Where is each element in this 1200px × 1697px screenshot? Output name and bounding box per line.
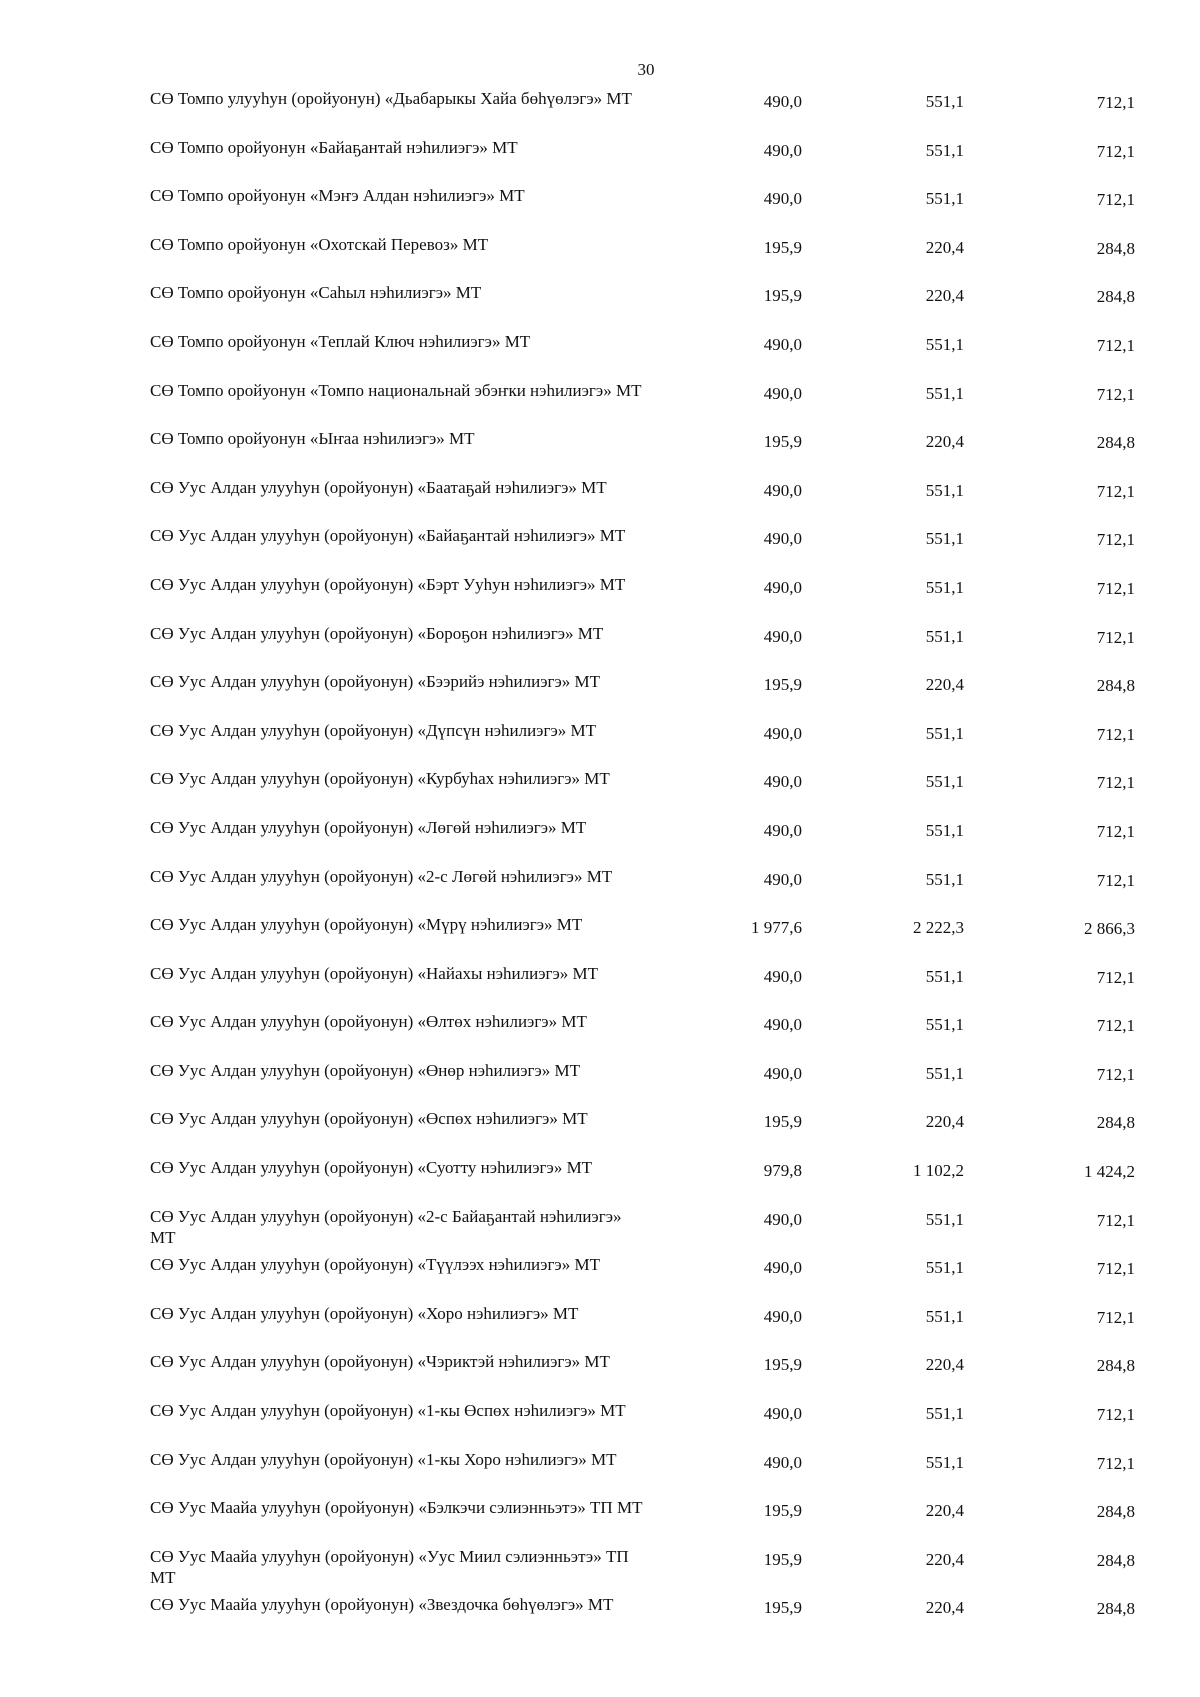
row-value-3: 712,1: [1096, 967, 1135, 987]
table-row: [0, 1594, 1200, 1643]
budget-table: [0, 88, 1200, 1643]
row-name: СӨ Томпо оройуонун «Охотскай Перевоз» МТ: [150, 234, 489, 254]
row-value-2: 551,1: [925, 480, 964, 500]
table-row: [0, 623, 1200, 672]
row-name: СӨ Уус Алдан улууһун (оройуонун) «Бороҕон нэһилиэгэ» МТ: [150, 623, 604, 643]
table-row: [0, 331, 1200, 380]
row-value-3: 284,8: [1096, 1599, 1135, 1619]
row-value-2: 220,4: [925, 1598, 964, 1618]
row-value-3: 712,1: [1096, 1064, 1135, 1084]
row-value-3: 712,1: [1096, 1259, 1135, 1279]
row-value-1: 490,0: [763, 334, 802, 354]
row-value-3: 712,1: [1096, 870, 1135, 890]
table-row: [0, 1497, 1200, 1546]
table-row: [0, 282, 1200, 331]
row-value-1: 195,9: [763, 237, 802, 257]
row-value-3: 284,8: [1096, 1550, 1135, 1570]
row-value-1: 195,9: [763, 286, 802, 306]
row-value-3: 1 424,2: [1084, 1162, 1135, 1182]
row-value-3: 284,8: [1096, 1113, 1135, 1133]
row-value-3: 712,1: [1096, 1307, 1135, 1327]
table-row: [0, 428, 1200, 477]
table-row: [0, 914, 1200, 963]
row-value-2: 220,4: [925, 1112, 964, 1132]
row-name: СӨ Уус Алдан улууһун (оройуонун) «Байаҕантай нэһилиэгэ» МТ: [150, 526, 626, 546]
row-value-1: 1 977,6: [751, 918, 802, 938]
row-value-1: 490,0: [763, 529, 802, 549]
row-value-2: 220,4: [925, 675, 964, 695]
row-value-2: 220,4: [925, 286, 964, 306]
row-name: СӨ Уус Алдан улууһун (оройуонун) «Бэрт Ууһун нэһилиэгэ» МТ: [150, 574, 626, 594]
row-name: СӨ Томпо оройуонун «Саһыл нэһилиэгэ» МТ: [150, 283, 482, 303]
row-value-2: 551,1: [925, 1452, 964, 1472]
table-row: [0, 525, 1200, 574]
row-name: СӨ Уус Алдан улууһун (оройуонун) «Лөгөй нэһилиэгэ» МТ: [150, 817, 587, 837]
row-value-2: 2 222,3: [913, 918, 964, 938]
table-row: [0, 866, 1200, 915]
row-value-1: 195,9: [763, 1355, 802, 1375]
row-name: СӨ Уус Алдан улууһун (оройуонун) «Найахы нэһилиэгэ» МТ: [150, 963, 599, 983]
row-value-2: 551,1: [925, 1209, 964, 1229]
page-number: 30: [637, 60, 655, 79]
row-value-3: 284,8: [1096, 238, 1135, 258]
table-row: [0, 380, 1200, 429]
row-value-3: 712,1: [1096, 1405, 1135, 1425]
row-value-1: 490,0: [763, 92, 802, 111]
row-value-3: 712,1: [1096, 141, 1135, 161]
row-value-1: 490,0: [763, 869, 802, 889]
row-value-3: 712,1: [1096, 530, 1135, 550]
row-value-2: 551,1: [925, 92, 964, 111]
row-value-3: 712,1: [1096, 773, 1135, 793]
row-value-1: 490,0: [763, 626, 802, 646]
table-row: [0, 1206, 1200, 1255]
row-name: СӨ Уус Алдан улууһун (оройуонун) «Хоро нэһилиэгэ» МТ: [150, 1303, 579, 1323]
row-name: СӨ Уус Алдан улууһун (оройуонун) «Дүпсүн нэһилиэгэ» МТ: [150, 720, 597, 740]
table-row: [0, 88, 1200, 137]
row-name: СӨ Томпо оройуонун «Ыҥаа нэһилиэгэ» МТ: [150, 429, 475, 449]
row-name: СӨ Уус Алдан улууһун (оройуонун) «Мүрү нэһилиэгэ» МТ: [150, 915, 583, 935]
row-name: СӨ Уус Алдан улууһун (оройуонун) «Өнөр нэһилиэгэ» МТ: [150, 1060, 581, 1080]
row-value-2: 551,1: [925, 723, 964, 743]
row-value-3: 712,1: [1096, 1210, 1135, 1230]
row-value-3: 284,8: [1096, 287, 1135, 307]
row-value-3: 712,1: [1096, 578, 1135, 598]
row-name: СӨ Уус Маайа улууһун (оройуонун) «Звездочка бөһүөлэгэ» МТ: [150, 1595, 614, 1615]
row-value-1: 490,0: [763, 480, 802, 500]
row-value-3: 2 866,3: [1084, 919, 1135, 939]
row-name: СӨ Уус Алдан улууһун (оройуонун) «Өлтөх нэһилиэгэ» МТ: [150, 1012, 587, 1032]
row-value-2: 220,4: [925, 432, 964, 452]
table-row: [0, 185, 1200, 234]
row-value-2: 551,1: [925, 1306, 964, 1326]
row-name: СӨ Уус Маайа улууһун (оройуонун) «Уус Миил сэлиэнньэтэ» ТП МТ: [150, 1546, 629, 1587]
row-value-2: 551,1: [925, 1258, 964, 1278]
row-name: СӨ Уус Алдан улууһун (оройуонун) «Түүлээх нэһилиэгэ» МТ: [150, 1255, 600, 1275]
row-value-2: 551,1: [925, 820, 964, 840]
row-value-3: 712,1: [1096, 335, 1135, 355]
row-value-2: 551,1: [925, 1015, 964, 1035]
row-name: СӨ Уус Алдан улууһун (оройуонун) «1-кы Хоро нэһилиэгэ» МТ: [150, 1449, 617, 1469]
row-name: СӨ Уус Алдан улууһун (оройуонун) «Курбуһах нэһилиэгэ» МТ: [150, 769, 610, 789]
row-name: СӨ Томпо оройуонун «Теплай Ключ нэһилиэгэ» МТ: [150, 331, 531, 351]
row-value-3: 284,8: [1096, 1502, 1135, 1522]
row-value-2: 551,1: [925, 1063, 964, 1083]
row-value-2: 551,1: [925, 626, 964, 646]
row-name: СӨ Уус Маайа улууһун (оройуонун) «Бэлкэчи сэлиэнньэтэ» ТП МТ: [150, 1498, 643, 1518]
row-value-1: 195,9: [763, 1598, 802, 1618]
row-value-3: 284,8: [1096, 433, 1135, 453]
row-value-3: 712,1: [1096, 1016, 1135, 1036]
row-name: СӨ Томпо оройуонун «Томпо национальнай эбэҥки нэһилиэгэ» МТ: [150, 380, 642, 400]
row-value-1: 490,0: [763, 1015, 802, 1035]
table-row: [0, 574, 1200, 623]
table-row: [0, 234, 1200, 283]
row-value-1: 195,9: [763, 1112, 802, 1132]
table-row: [0, 1108, 1200, 1157]
row-value-1: 195,9: [763, 1549, 802, 1569]
table-row: [0, 1400, 1200, 1449]
row-value-2: 551,1: [925, 140, 964, 160]
row-name: СӨ Уус Алдан улууһун (оройуонун) «2-с Лөгөй нэһилиэгэ» МТ: [150, 866, 613, 886]
row-value-3: 712,1: [1096, 384, 1135, 404]
row-value-3: 712,1: [1096, 190, 1135, 210]
row-value-2: 220,4: [925, 1549, 964, 1569]
row-name: СӨ Уус Алдан улууһун (оройуонун) «1-кы Өспөх нэһилиэгэ» МТ: [150, 1401, 626, 1421]
row-value-3: 712,1: [1096, 1453, 1135, 1473]
table-row: [0, 963, 1200, 1012]
row-name: СӨ Томпо оройуонун «Мэҥэ Алдан нэһилиэгэ» МТ: [150, 186, 525, 206]
row-value-3: 712,1: [1096, 821, 1135, 841]
table-row: [0, 1254, 1200, 1303]
row-value-3: 712,1: [1096, 724, 1135, 744]
row-value-2: 551,1: [925, 772, 964, 792]
row-value-3: 284,8: [1096, 1356, 1135, 1376]
row-name: СӨ Уус Алдан улууһун (оройуонун) «Өспөх нэһилиэгэ» МТ: [150, 1109, 588, 1129]
table-row: [0, 817, 1200, 866]
row-value-1: 490,0: [763, 1404, 802, 1424]
row-value-2: 551,1: [925, 966, 964, 986]
table-row: [0, 1351, 1200, 1400]
table-row: [0, 1546, 1200, 1595]
table-row: [0, 1157, 1200, 1206]
row-value-1: 490,0: [763, 820, 802, 840]
row-value-1: 490,0: [763, 1306, 802, 1326]
row-value-1: 490,0: [763, 1452, 802, 1472]
row-value-1: 490,0: [763, 723, 802, 743]
row-name: СӨ Томпо улууһун (оройуонун) «Дьабарыкы Хайа бөһүөлэгэ» МТ: [150, 89, 632, 108]
row-value-2: 1 102,2: [913, 1161, 964, 1181]
row-name: СӨ Томпо оройуонун «Байаҕантай нэһилиэгэ» МТ: [150, 137, 518, 157]
table-row: [0, 1060, 1200, 1109]
row-name: СӨ Уус Алдан улууһун (оройуонун) «Бээрийэ нэһилиэгэ» МТ: [150, 672, 601, 692]
table-row: [0, 1303, 1200, 1352]
row-name: СӨ Уус Алдан улууһун (оройуонун) «Чэриктэй нэһилиэгэ» МТ: [150, 1352, 610, 1372]
table-row: [0, 1449, 1200, 1498]
row-value-1: 490,0: [763, 383, 802, 403]
row-value-2: 551,1: [925, 383, 964, 403]
row-value-2: 551,1: [925, 189, 964, 209]
row-value-1: 195,9: [763, 432, 802, 452]
row-value-1: 490,0: [763, 577, 802, 597]
row-value-1: 195,9: [763, 675, 802, 695]
row-name: СӨ Уус Алдан улууһун (оройуонун) «Суотту нэһилиэгэ» МТ: [150, 1158, 593, 1178]
row-value-1: 490,0: [763, 966, 802, 986]
row-value-2: 551,1: [925, 577, 964, 597]
row-value-2: 551,1: [925, 334, 964, 354]
row-value-3: 712,1: [1096, 627, 1135, 647]
row-value-2: 220,4: [925, 1355, 964, 1375]
row-value-1: 195,9: [763, 1501, 802, 1521]
row-value-2: 220,4: [925, 237, 964, 257]
row-value-1: 490,0: [763, 1209, 802, 1229]
row-value-3: 712,1: [1096, 93, 1135, 112]
row-value-1: 490,0: [763, 1258, 802, 1278]
row-value-2: 551,1: [925, 869, 964, 889]
row-value-2: 551,1: [925, 1404, 964, 1424]
table-row: [0, 477, 1200, 526]
table-row: [0, 720, 1200, 769]
table-row: [0, 1011, 1200, 1060]
row-value-2: 551,1: [925, 529, 964, 549]
table-row: [0, 768, 1200, 817]
row-value-1: 490,0: [763, 772, 802, 792]
row-value-1: 979,8: [763, 1161, 802, 1181]
table-row: [0, 671, 1200, 720]
row-value-2: 220,4: [925, 1501, 964, 1521]
row-value-1: 490,0: [763, 140, 802, 160]
row-value-1: 490,0: [763, 189, 802, 209]
row-value-3: 284,8: [1096, 676, 1135, 696]
row-value-1: 490,0: [763, 1063, 802, 1083]
row-value-3: 712,1: [1096, 481, 1135, 501]
row-name: СӨ Уус Алдан улууһун (оройуонун) «Баатаҕай нэһилиэгэ» МТ: [150, 477, 607, 497]
table-row: [0, 137, 1200, 186]
row-name: СӨ Уус Алдан улууһун (оройуонун) «2-с Байаҕантай нэһилиэгэ» МТ: [150, 1206, 622, 1247]
